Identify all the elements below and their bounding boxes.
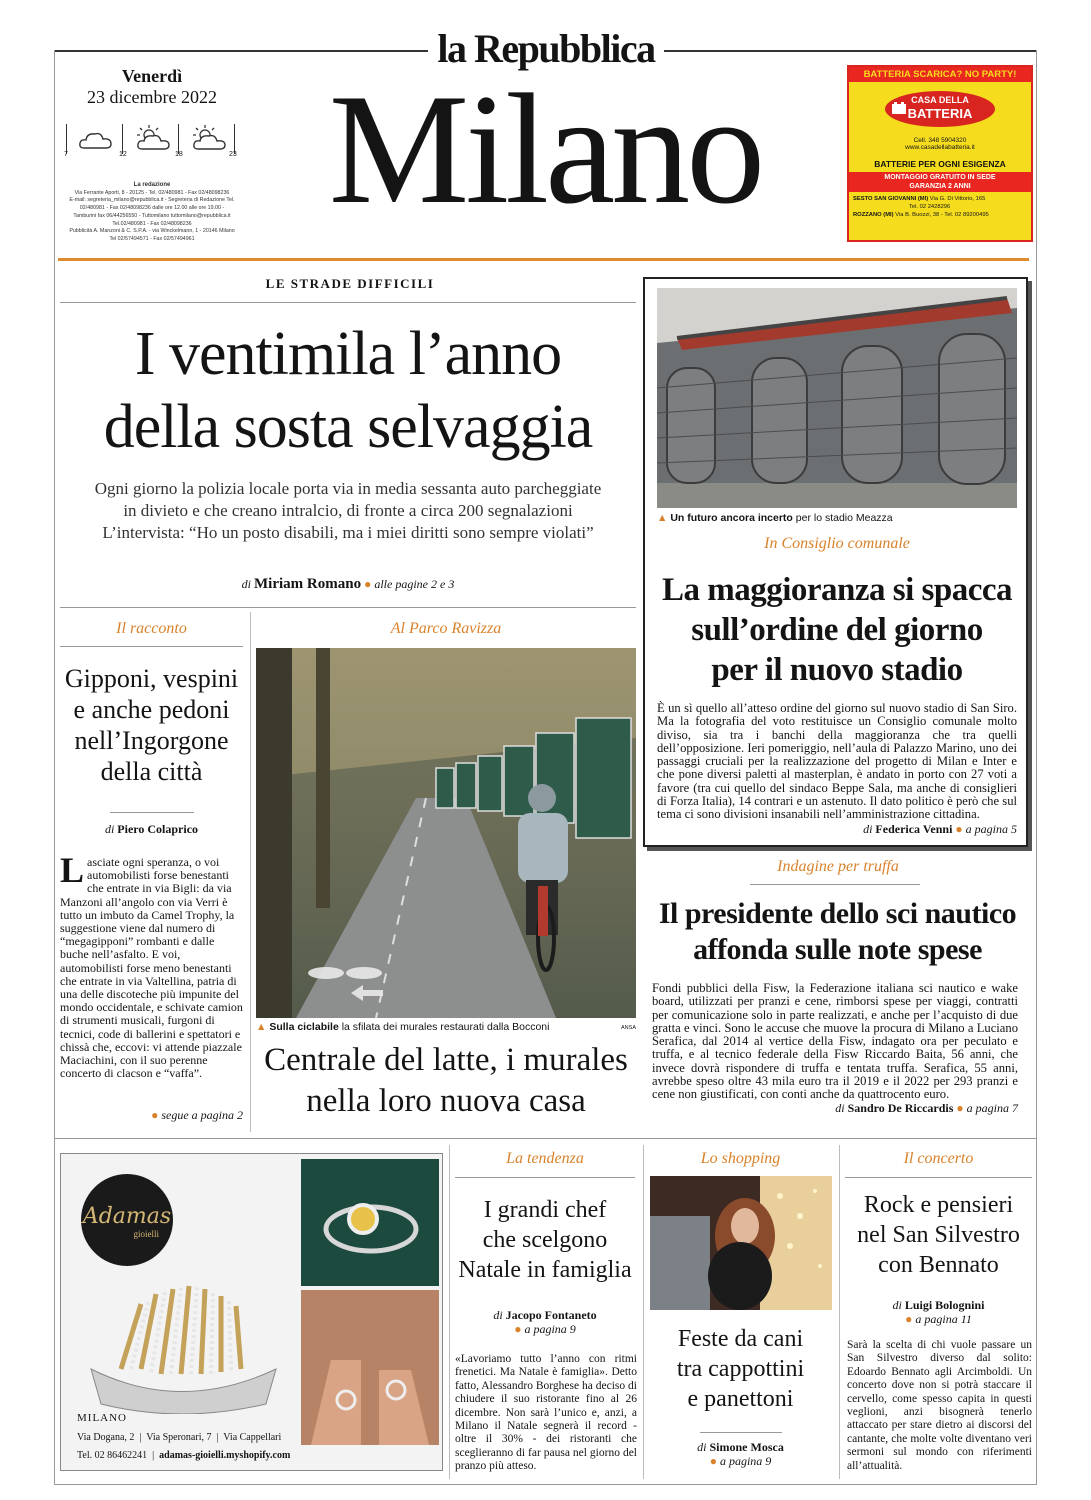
cloud-icon: [78, 128, 114, 152]
sun-cloud-icon: [190, 124, 228, 154]
sun-cloud-icon: [134, 124, 172, 154]
racconto-body: Lasciate ogni speranza, o voi automobilisti forse benestanti che entrate in via Bigli: da via Manzoni all’angolo con via Verri è tutto un imbuto da Camel Trophy, la suggestione viene dal numero di “megagipponi” rombanti e dalle buche nell’asfalto. E voi, automobilisti forse meno benestanti che entrate in via Valtellina, patria di una delle discoteche più impunite del mondo occidentale, e schivate camion di strumenti musicali, furgoni di tecnici, code di ballerini e spettatori e chissà che, eccovi: vi attende piazzale Maciachini, con il suo perenne concerto di clacson e “vaffa”.: [60, 850, 243, 1081]
redazione-title: La redazione: [133, 182, 171, 188]
ring-photo: [301, 1159, 439, 1286]
ravizza-caption: ▲ Sulla ciclabile la sfilata dei murales restaurati dalla Bocconi ANSA: [256, 1021, 636, 1033]
ring-icon: [81, 1274, 281, 1414]
frame-left: [54, 50, 55, 1484]
redazione-line: Tel 02/57494571 - Fax 02/57494961: [109, 235, 195, 242]
redazione-box: [56, 182, 248, 244]
drop-cap: L: [60, 850, 85, 890]
stadium-image: [657, 288, 1017, 508]
racconto-byline: di Piero Colaprico: [104, 822, 199, 836]
main-subhead: Ogni giorno la polizia locale porta via in media sessanta auto parcheggiate in divieto e che creano intralcio, di fronte a circa 200 segnalazioni L’intervista: “Ho un posto disabili, ma i miei diritti sono sempre violati”: [94, 479, 602, 542]
page-ref[interactable]: a pagina 9: [524, 1322, 576, 1336]
shopping-byline: di Simone Mosca ● a pagina 9: [697, 1440, 784, 1468]
ad-adamas[interactable]: [60, 1153, 443, 1471]
column-divider: [839, 1145, 840, 1479]
ad-casa-della-batteria[interactable]: [847, 65, 1033, 242]
masthead: [0, 0, 1091, 265]
ravizza-headline[interactable]: Centrale del latte, i murales nella loro nuova casa: [264, 1042, 628, 1119]
section-divider: [54, 1138, 1037, 1139]
redazione-line: Pubblicità A. Manzoni & C. S.P.A. - via Winckelmann, 1 - 20146 Milano: [69, 228, 235, 235]
author: Miriam Romano: [254, 576, 362, 592]
divider: [110, 812, 194, 813]
weather-hour: 18: [175, 151, 183, 158]
battery-icon: [891, 101, 907, 115]
masthead-rule-right: [664, 50, 1037, 52]
concerto-byline: di Luigi Bolognini ● a pagina 11: [892, 1298, 985, 1326]
shopping-photo[interactable]: [650, 1176, 832, 1310]
concerto-headline[interactable]: Rock e pensieri nel San Silvestro con Bennato: [857, 1192, 1020, 1278]
adamas-site[interactable]: adamas-gioielli.myshopify.com: [159, 1450, 291, 1461]
weather-strip: [60, 122, 244, 162]
main-byline: di Miriam Romano ● alle pagine 2 e 3: [241, 576, 455, 592]
weather-hour: 7: [64, 151, 68, 158]
divider: [60, 302, 636, 303]
divider: [455, 1177, 635, 1178]
weather-hour: 12: [119, 151, 127, 158]
tendenza-kicker: La tendenza: [506, 1150, 584, 1167]
adamas-logo: Adamas gioielli: [81, 1174, 173, 1266]
edition-date: 23 dicembre 2022: [87, 87, 217, 107]
adamas-addresses: Via Dogana, 2 | Via Speronari, 7 | Via Cappellari: [77, 1432, 282, 1443]
city-title: Milano: [328, 62, 762, 237]
dog-woman-image: [650, 1176, 832, 1310]
stadio-byline: di Federica Venni ● a pagina 5: [863, 822, 1017, 836]
concerto-body: Sarà la scelta di chi vuole passare un San Silvestro diverso dal solito: Edoardo Bennato agli Arcimboldi. Un concerto dove non si potrà staccare il cervello, come spesso capita in questi veglioni, anzi bisognerà tenerlo attaccato per stare dietro ai discorsi del cantante, che molte volte diventano veri sermoni sul mondo con riferimenti all’attualità.: [847, 1339, 1032, 1472]
masthead-rule-left: [54, 50, 428, 52]
adamas-contact: Tel. 02 86462241 | adamas-gioielli.myshopify.com: [77, 1450, 291, 1461]
redazione-line: Tel.02/480981 - Fax 02/48098236: [112, 220, 192, 227]
frame-right: [1036, 50, 1037, 1484]
ad-batteria-logo: CASA DELLA BATTERIA: [885, 91, 995, 127]
tendenza-headline[interactable]: I grandi chef che scelgono Natale in famiglia: [458, 1197, 632, 1283]
nautico-body: Fondi pubblici della Fisw, la Federazione italiana sci nautico e wake board, utilizzati per pranzi e cene, rimborsi spese per viaggi, contratti per comunicazione solo in parte realizzati, e anche per l’acquisto di due gratta e vinci. Sono le accuse che muove la procura di Milano a Luciano Serafica, dal 2014 al vertice della Fisw, indagato ora per peculato e truffa, e al tecnico federale della Fisw Riccardo Baita, 56 anni, che invece dovrà rispondere di truffa e tentata truffa. Serafica, 55 anni, avrebbe speso oltre 43 mila euro tra il 2019 e il 2022 per 293 pranzi e cene non giustificati, con conti anche da quattrocento euro.: [652, 981, 1018, 1102]
hands-photo: [301, 1290, 439, 1445]
ad-batteria-top: BATTERIA SCARICA? NO PARTY!: [849, 67, 1031, 82]
photo-credit: ANSA: [621, 1025, 636, 1031]
masthead-orange-rule: [58, 258, 1029, 261]
redazione-line: Tamburini fax 06/44256550 - Tuttomilano tuttomilano@repubblica.it: [73, 212, 231, 219]
redazione-line: Via Ferrante Aporti, 8 - 20125 - Tel. 02/480981 - Fax 02/48098236: [74, 189, 230, 196]
adamas-city: MILANO: [77, 1412, 127, 1424]
redazione-line: 02/480981 - Fax 02/48098236 dalle ore 12.00 alle ore 19.00 -: [79, 205, 225, 212]
page-ref[interactable]: alle pagine 2 e 3: [374, 577, 455, 591]
column-divider: [643, 1145, 644, 1479]
frame-bottom: [54, 1484, 1037, 1485]
shopping-kicker: Lo shopping: [700, 1150, 781, 1167]
racconto-headline[interactable]: Gipponi, vespini e anche pedoni nell’Ingorgone della città: [64, 664, 239, 786]
racconto-follow[interactable]: ● segue a pagina 2: [151, 1108, 243, 1122]
stadio-caption: ▲ Un futuro ancora incerto per lo stadio Meazza: [657, 512, 893, 524]
ad-batteria-service: MONTAGGIO GRATUITO IN SEDE GARANZIA 2 ANNI: [849, 172, 1031, 192]
divider: [700, 1432, 782, 1433]
cycle-path-photo[interactable]: [256, 648, 636, 1018]
column-divider: [449, 1145, 450, 1479]
ad-batteria-store: SESTO SAN GIOVANNI (MI) Via G. Di Vittorio, 165 Tel. 02 2428296 ROZZANO (MI) Via B. Buozzi, 38 - Tel. 02 89200495: [853, 196, 989, 218]
tendenza-body: «Lavoriamo tutto l’anno con ritmi frenetici. Ma Natale è famiglia». Detto fatto, Alessandro Borghese ha deciso di chiudere il suo ristorante fino al 26 dicembre. Non sarà l’unico e, anzi, a Milano il Natale segnerà il record - oltre il 30% - dei ristoranti che sceglieranno di far pausa nel giorno del pranzo più atteso.: [455, 1353, 637, 1473]
ad-batteria-site: www.casadellabatteria.it: [905, 144, 975, 151]
divider: [845, 1177, 1032, 1178]
concerto-kicker: Il concerto: [903, 1150, 974, 1167]
shopping-headline[interactable]: Feste da cani tra cappottini e panettoni: [676, 1326, 805, 1412]
page-ref[interactable]: a pagina 5: [965, 822, 1017, 836]
page-ref[interactable]: a pagina 11: [915, 1312, 972, 1326]
cycle-path-image: [256, 648, 636, 1018]
column-divider: [250, 612, 251, 1132]
ad-batteria-tagline: BATTERIE PER OGNI ESIGENZA: [874, 159, 1006, 169]
redazione-line: E-mail: segreteria_milano@repubblica.it - Segreteria di Redazione Tel.: [69, 197, 235, 204]
stadio-body: È un sì quello all’atteso ordine del giorno sul nuovo stadio di San Siro. Ma la fotografia del voto restituisce un Consiglio comunale molto diviso, sia tra i banchi della maggioranza che tra quelli dell’opposizione. Ieri pomeriggio, nell’aula di Palazzo Marino, uno dei passaggi cruciali per la realizzazione del progetto di Milan e Inter e che pone diversi paletti al masterplan, è andato in porto con 27 voti a favore (tra cui quello del sindaco Beppe Sala, ma anche di consiglieri di Forza Italia), 14 contrari e un astenuto. Il dato politico è però che sul tema ci sono divisioni insanabili nell’amministrazione cittadina.: [657, 701, 1017, 822]
main-section-label: LE STRADE DIFFICILI: [265, 276, 435, 291]
stadio-headline[interactable]: La maggioranza si spacca sull’ordine del giorno per il nuovo stadio: [661, 572, 1013, 688]
main-headline[interactable]: I ventimila l’anno della sosta selvaggia: [103, 320, 593, 461]
ravizza-kicker: Al Parco Ravizza: [390, 620, 502, 637]
divider: [750, 884, 920, 885]
tendenza-byline: di Jacopo Fontaneto ● a pagina 9: [493, 1308, 597, 1336]
nautico-headline[interactable]: Il presidente dello sci nautico affonda sulle note spese: [658, 897, 1017, 966]
page-ref[interactable]: a pagina 7: [966, 1101, 1018, 1115]
weather-hour: 23: [229, 151, 237, 158]
divider: [60, 607, 636, 608]
stadium-photo[interactable]: [657, 288, 1017, 508]
edition-day: Venerdì: [121, 66, 183, 86]
brand-logo[interactable]: la Repubblica: [437, 26, 655, 71]
nautico-byline: di Sandro De Riccardis ● a pagina 7: [835, 1101, 1018, 1115]
racconto-kicker: Il racconto: [116, 620, 187, 637]
divider: [60, 646, 243, 647]
page-ref[interactable]: a pagina 9: [719, 1454, 772, 1468]
ad-batteria-cell: Cell. 348 5904320: [913, 137, 967, 144]
stadio-kicker: In Consiglio comunale: [764, 535, 910, 552]
nautico-kicker: Indagine per truffa: [777, 858, 899, 875]
